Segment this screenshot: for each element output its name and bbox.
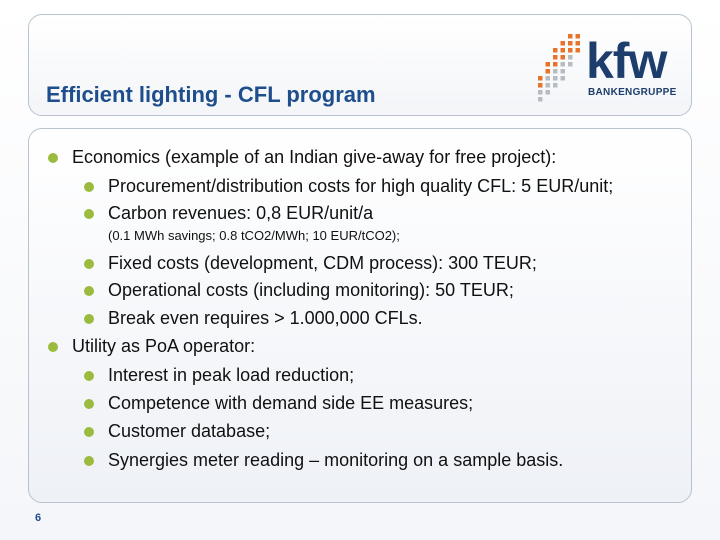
bullet-text: (0.1 MWh savings; 0.8 tCO2/MWh; 10 EUR/tCO2); [108, 228, 400, 243]
logo-dot [553, 62, 558, 67]
bullet-item [84, 280, 514, 301]
bullet-text: Interest in peak load reduction; [108, 365, 355, 385]
logo-dot [576, 34, 581, 39]
logo-dot [561, 69, 566, 74]
logo-dot [561, 76, 566, 81]
bullet-dot-icon [84, 286, 94, 296]
logo-dot [561, 55, 566, 60]
bullet-item [84, 450, 563, 471]
bullet-dot-icon [84, 259, 94, 269]
logo-dot [576, 41, 581, 46]
bullet-text: Fixed costs (development, CDM process): 300 TEUR; [108, 253, 537, 273]
page-number: 6 [35, 512, 42, 524]
bullet-dot-icon [84, 314, 94, 324]
bullet-item [84, 253, 537, 274]
bullet-item [84, 421, 270, 442]
logo-dot [553, 48, 558, 53]
logo-dot [553, 76, 558, 81]
logo-dot [538, 76, 543, 81]
bullet-subnote [108, 228, 400, 243]
bullet-item [84, 308, 423, 329]
bullet-item [48, 336, 255, 357]
logo-dot [553, 83, 558, 88]
logo-dot [546, 62, 551, 67]
logo-dot [538, 90, 543, 95]
bullet-dot-icon [84, 399, 94, 409]
logo-dot [546, 83, 551, 88]
logo-dot [568, 41, 573, 46]
bullet-dot-icon [84, 456, 94, 466]
logo-dot [561, 41, 566, 46]
logo-dot [546, 76, 551, 81]
logo-dot [568, 48, 573, 53]
bullet-text: Customer database; [108, 421, 271, 441]
bullet-text: Economics (example of an Indian give-away for free project): [72, 147, 557, 167]
kfw-logo [534, 30, 684, 106]
bullet-dot-icon [84, 371, 94, 381]
bullet-text: Utility as PoA operator: [72, 336, 256, 356]
logo-dot [546, 69, 551, 74]
logo-dot [568, 55, 573, 60]
logo-dot [546, 90, 551, 95]
logo-dot-grid-icon [534, 30, 586, 106]
bullet-item [84, 203, 373, 224]
slide-title: Efficient lighting - CFL program [46, 82, 376, 107]
bullet-dot-icon [48, 153, 58, 163]
logo-dot [561, 62, 566, 67]
bullet-item [84, 393, 473, 414]
logo-dot [553, 55, 558, 60]
bullet-text: Operational costs (including monitoring): 50 TEUR; [108, 280, 514, 300]
bullet-text: Procurement/distribution costs for high quality CFL: 5 EUR/unit; [108, 176, 614, 196]
bullet-item [84, 365, 354, 386]
bullet-item [48, 147, 556, 168]
bullet-text: Carbon revenues: 0,8 EUR/unit/a [108, 203, 374, 223]
bullet-dot-icon [84, 427, 94, 437]
bullet-dot-icon [48, 342, 58, 352]
logo-wordmark: kfw [586, 33, 667, 89]
bullet-text: Competence with demand side EE measures; [108, 393, 474, 413]
logo-dot [561, 48, 566, 53]
logo-dot [568, 62, 573, 67]
bullet-dot-icon [84, 182, 94, 192]
logo-dot [538, 97, 543, 102]
bullet-item [84, 176, 613, 197]
logo-dot [553, 69, 558, 74]
bullet-text: Break even requires > 1.000,000 CFLs. [108, 308, 423, 328]
logo-subtitle: BANKENGRUPPE [588, 87, 677, 98]
logo-dot [538, 83, 543, 88]
bullet-text: Synergies meter reading – monitoring on a sample basis. [108, 450, 564, 470]
logo-dot [576, 48, 581, 53]
bullet-dot-icon [84, 209, 94, 219]
logo-dot [568, 34, 573, 39]
